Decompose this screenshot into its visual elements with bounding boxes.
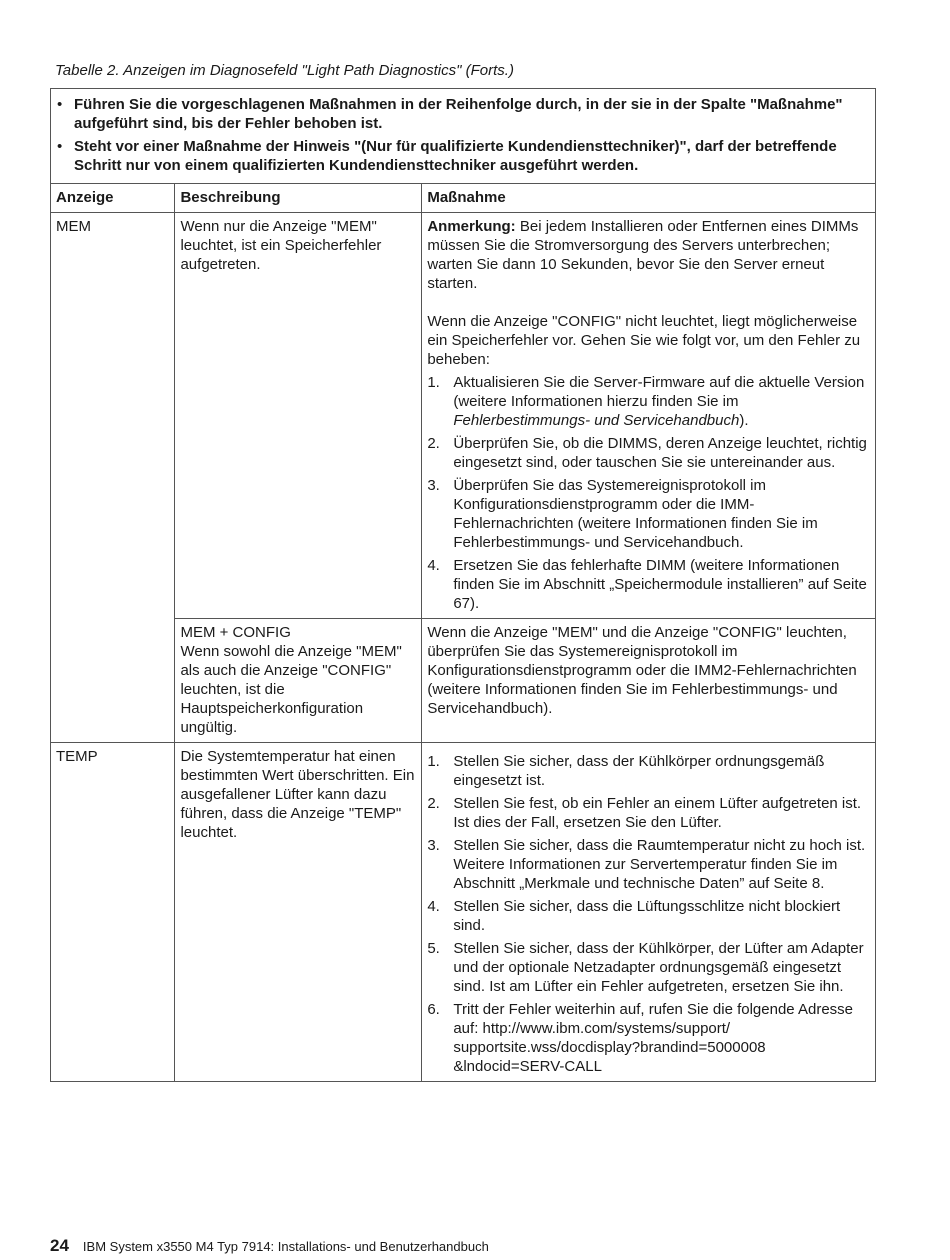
column-header-massnahme: Maßnahme	[422, 184, 876, 213]
cell-anzeige: MEM	[51, 213, 175, 743]
note-body: Bei jedem Installieren oder Entfernen eines DIMMs müssen Sie die Stromversorgung des Servers unterbrechen; warten Sie dann 10 Sekunden, bevor Sie den Server erneut starten.	[427, 218, 859, 292]
cell-massnahme: Wenn die Anzeige "MEM" und die Anzeige "CONFIG" leuchten, überprüfen Sie das Systemereignisprotokoll im Konfigurationsdienstprogramm oder die IMM2-Fehlernachrichten (weitere Informationen finden Sie im Fehlerbestimmungs- und Servicehandbuch).	[422, 619, 876, 743]
step-number: 2.	[427, 435, 440, 452]
note-paragraph	[427, 217, 871, 293]
list-item	[427, 476, 871, 552]
bullet-icon: •	[57, 138, 63, 155]
cell-beschreibung	[175, 619, 422, 743]
list-item	[427, 434, 871, 472]
step-number: 3.	[427, 477, 440, 494]
diagnostics-table	[50, 88, 876, 1082]
page-number: 24	[50, 1236, 69, 1255]
list-item	[427, 897, 871, 935]
step-number: 4.	[427, 898, 440, 915]
cell-anzeige: TEMP	[51, 743, 175, 1082]
step-text: Stellen Sie sicher, dass der Kühlkörper ordnungsgemäß eingesetzt ist.	[453, 753, 825, 789]
step-text: Ersetzen Sie das fehlerhafte DIMM (weitere Informationen finden Sie im Abschnitt „Speichermodule installieren” auf Seite 67).	[453, 557, 867, 612]
sub-indicator-title: MEM + CONFIG	[180, 624, 291, 641]
step-text: Tritt der Fehler weiterhin auf, rufen Sie die folgende Adresse auf: http://www.ibm.com/systems/support/ supportsite.wss/docdisplay?brandind=5000008 &lndocid=SERV-CALL	[453, 1001, 854, 1075]
table-header-row	[51, 184, 876, 213]
cell-massnahme	[422, 213, 876, 619]
cell-beschreibung: Die Systemtemperatur hat einen bestimmten Wert überschritten. Ein ausgefallener Lüfter kann dazu führen, dass die Anzeige "TEMP" leuchtet.	[175, 743, 422, 1082]
table-caption: Tabelle 2. Anzeigen im Diagnosefeld "Light Path Diagnostics" (Forts.)	[55, 62, 514, 79]
list-item	[427, 836, 871, 893]
step-text-end: ).	[739, 412, 749, 429]
manual-title: Fehlerbestimmungs- und Servicehandbuch	[453, 412, 740, 429]
step-text: Aktualisieren Sie die Server-Firmware auf die aktuelle Version (weitere Informationen hierzu finden Sie im	[453, 374, 865, 410]
list-item	[427, 556, 871, 613]
step-number: 4.	[427, 557, 440, 574]
sub-indicator-description: Wenn sowohl die Anzeige "MEM" als auch die Anzeige "CONFIG" leuchten, ist die Hauptspeicherkonfiguration ungültig.	[180, 643, 402, 736]
list-item	[427, 1000, 871, 1076]
table-row	[51, 619, 876, 743]
step-text: Überprüfen Sie das Systemereignisprotokoll im Konfigurationsdienstprogramm oder die IMM-Fehlernachrichten (weitere Informationen finden Sie im Fehlerbestimmungs- und Servicehandbuch.	[453, 477, 818, 551]
note-item	[57, 137, 869, 175]
table-notes	[51, 89, 876, 184]
step-number: 3.	[427, 837, 440, 854]
cell-beschreibung: Wenn nur die Anzeige "MEM" leuchtet, ist ein Speicherfehler aufgetreten.	[175, 213, 422, 619]
list-item	[427, 373, 871, 430]
step-number: 2.	[427, 795, 440, 812]
note-label: Anmerkung:	[427, 218, 516, 235]
note-text: Führen Sie die vorgeschlagenen Maßnahmen in der Reihenfolge durch, in der sie in der Spalte "Maßnahme" aufgeführt sind, bis der Fehler behoben ist.	[74, 96, 843, 132]
column-header-beschreibung: Beschreibung	[175, 184, 422, 213]
step-text: Überprüfen Sie, ob die DIMMS, deren Anzeige leuchtet, richtig eingesetzt sind, oder tauschen Sie sie untereinander aus.	[453, 435, 867, 471]
table-row	[51, 213, 876, 619]
intro-paragraph: Wenn die Anzeige "CONFIG" nicht leuchtet, liegt möglicherweise ein Speicherfehler vor. Gehen Sie wie folgt vor, um den Fehler zu beheben:	[427, 313, 861, 368]
step-text: Stellen Sie sicher, dass die Raumtemperatur nicht zu hoch ist. Weitere Informationen zur Servertemperatur finden Sie im Abschnitt „Merkmale und technische Daten” auf Seite 8.	[453, 837, 866, 892]
step-number: 1.	[427, 374, 440, 391]
table-row	[51, 743, 876, 1082]
list-item	[427, 939, 871, 996]
cell-massnahme	[422, 743, 876, 1082]
step-list	[427, 752, 871, 1076]
step-number: 6.	[427, 1001, 440, 1018]
document-title: IBM System x3550 M4 Typ 7914: Installations- und Benutzerhandbuch	[82, 1239, 489, 1254]
note-text: Steht vor einer Maßnahme der Hinweis "(Nur für qualifizierte Kundendiensttechniker)", darf der betreffende Schritt nur von einem qualifizierten Kundendiensttechniker ausgeführt werden.	[74, 138, 837, 174]
table-notes-row	[51, 89, 876, 184]
step-text: Stellen Sie sicher, dass die Lüftungsschlitze nicht blockiert sind.	[453, 898, 841, 934]
step-text: Stellen Sie fest, ob ein Fehler an einem Lüfter aufgetreten ist. Ist dies der Fall, ersetzen Sie den Lüfter.	[453, 795, 862, 831]
bullet-icon: •	[57, 96, 63, 113]
step-list	[427, 373, 871, 613]
step-text: Stellen Sie sicher, dass der Kühlkörper, der Lüfter am Adapter und der optionale Netzadapter ordnungsgemäß eingesetzt sind. Ist am Lüfter ein Fehler aufgetreten, ersetzen Sie ihn.	[453, 940, 864, 995]
step-number: 5.	[427, 940, 440, 957]
step-number: 1.	[427, 753, 440, 770]
list-item	[427, 752, 871, 790]
page-footer	[50, 1236, 489, 1256]
list-item	[427, 794, 871, 832]
note-item	[57, 95, 869, 133]
column-header-anzeige: Anzeige	[51, 184, 175, 213]
